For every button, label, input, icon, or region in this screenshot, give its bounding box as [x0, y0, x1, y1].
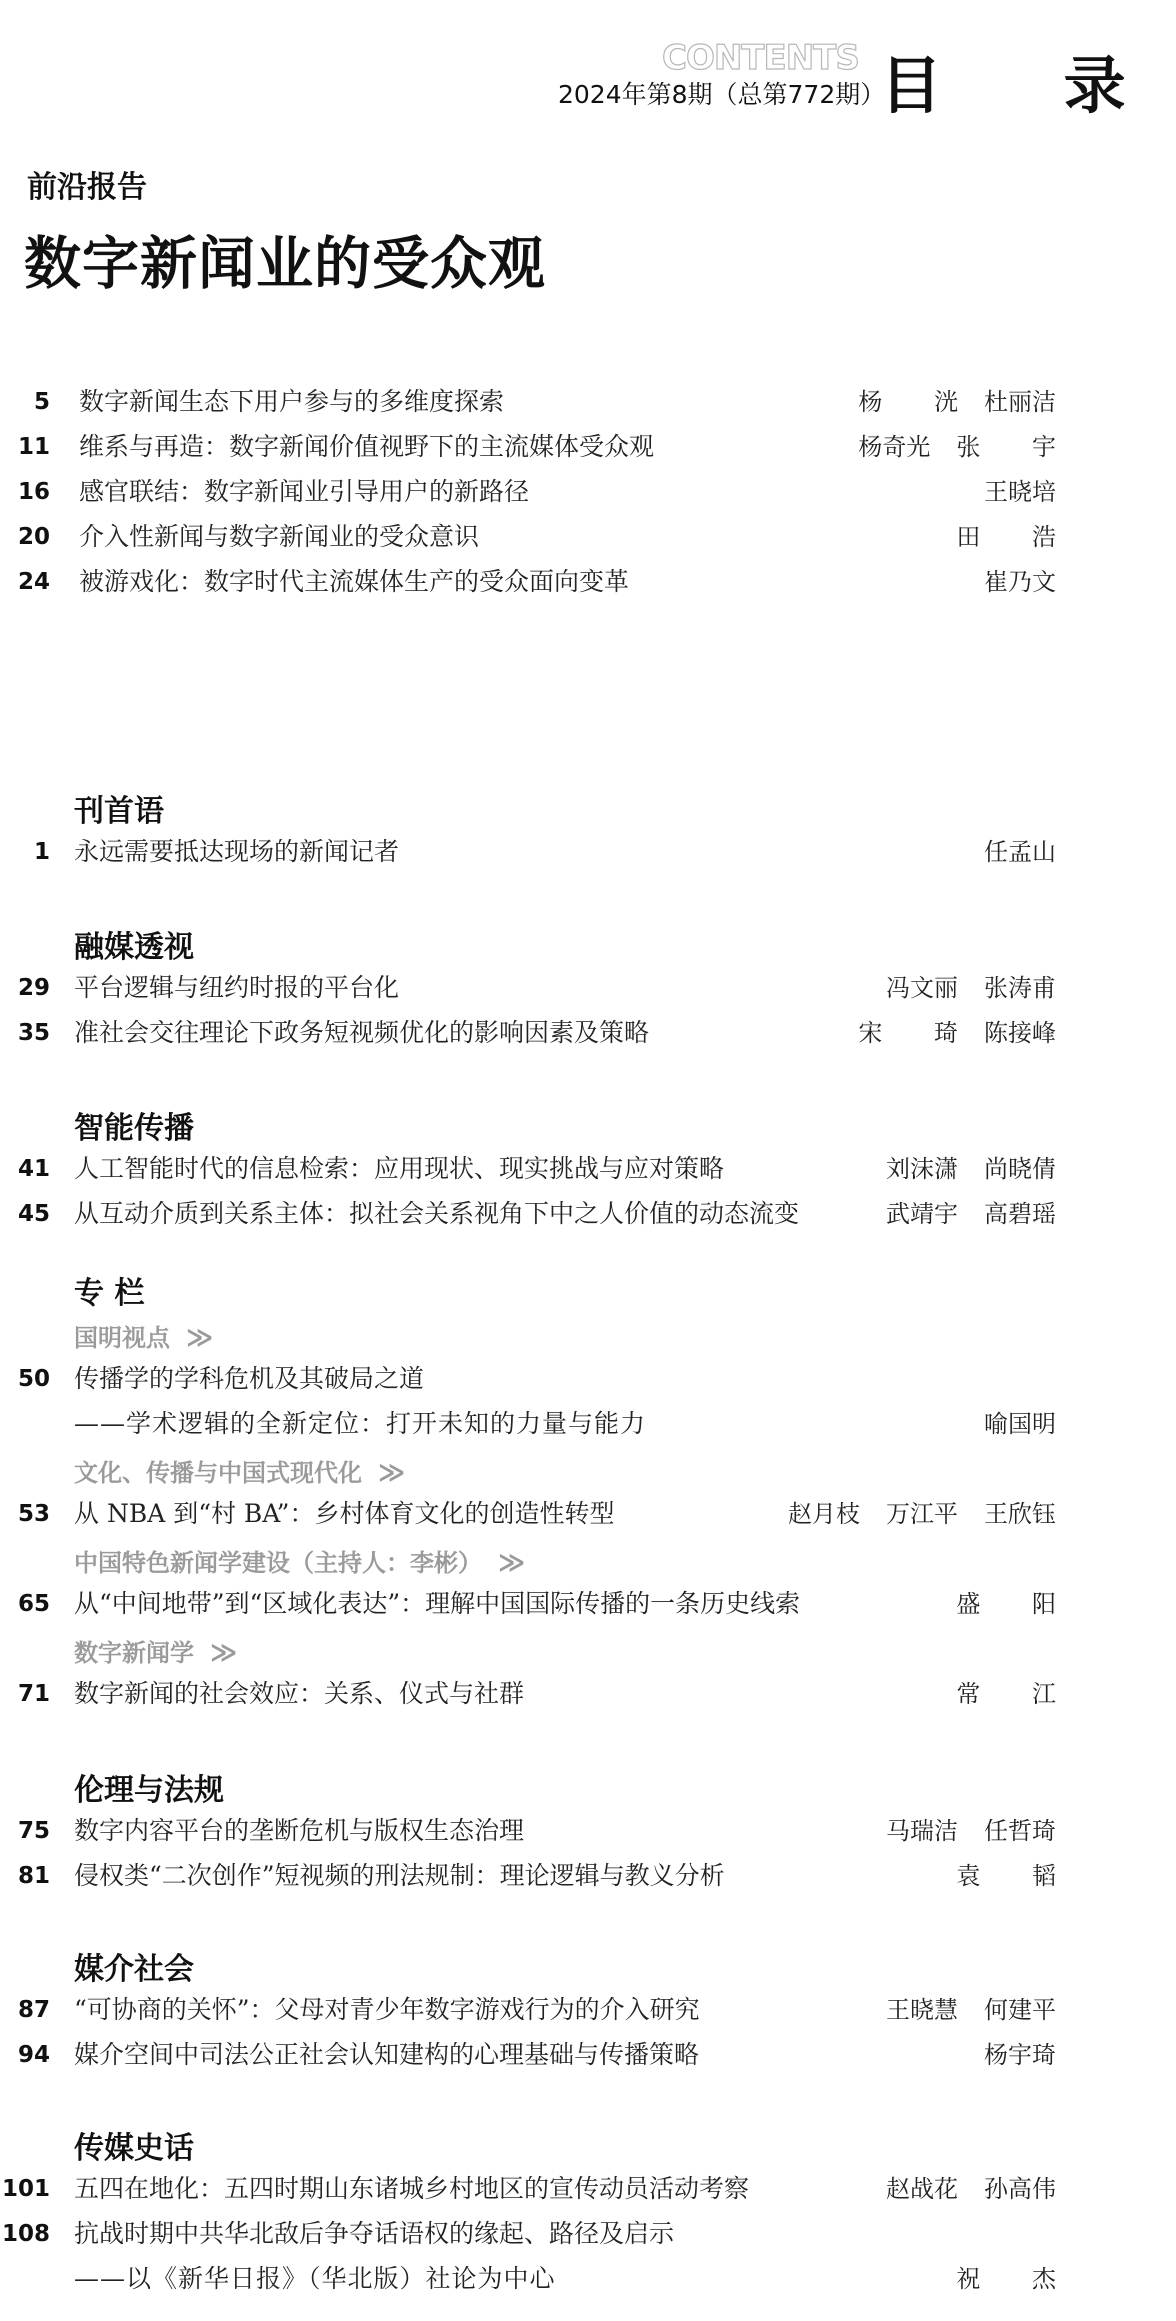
author: 田 浩	[956, 523, 1078, 551]
article-title: 维系与再造：数字新闻价值视野下的主流媒体受众观	[79, 432, 655, 461]
authors	[958, 2035, 1056, 2075]
author: 刘沫潇	[886, 1155, 958, 1183]
page-number: 71	[17, 1681, 50, 1707]
toc-entry[interactable]	[0, 1194, 1080, 1234]
authors	[930, 1584, 1078, 1624]
page-number: 50	[17, 1366, 50, 1392]
page-number: 24	[17, 569, 50, 595]
section-heading: 媒介社会	[74, 1952, 194, 1987]
authors	[832, 382, 1056, 422]
article-title: 数字内容平台的垄断危机与版权生态治理	[74, 1816, 525, 1845]
authors	[860, 1194, 1056, 1234]
authors	[958, 562, 1056, 602]
author: 杨 洸	[858, 388, 980, 416]
section-heading: 传媒史话	[74, 2131, 194, 2166]
author: 张 宇	[956, 433, 1078, 461]
column-label	[74, 1633, 237, 1668]
authors	[930, 2259, 1078, 2299]
article-title: 介入性新闻与数字新闻业的受众意识	[79, 522, 480, 551]
toc-entry[interactable]	[0, 1149, 1080, 1189]
author: 宋 琦	[858, 1019, 980, 1047]
authors	[762, 1494, 1056, 1534]
author: 武靖宇	[886, 1200, 958, 1228]
toc-entry[interactable]	[0, 472, 1080, 512]
toc-entry[interactable]	[0, 2169, 1080, 2209]
page-number: 108	[1, 2221, 50, 2247]
page-number: 53	[17, 1501, 50, 1527]
toc-entry[interactable]	[0, 1674, 1080, 1714]
section-heading: 刊首语	[74, 794, 164, 829]
article-title: 媒介空间中司法公正社会认知建构的心理基础与传播策略	[74, 2040, 700, 2069]
author: 盛 阳	[956, 1590, 1078, 1618]
author: 王晓培	[984, 478, 1056, 506]
toc-entry[interactable]	[0, 1013, 1080, 1053]
article-title: 从互动介质到关系主体：拟社会关系视角下中之人价值的动态流变	[74, 1199, 800, 1228]
section-heading: 融媒透视	[74, 930, 194, 965]
toc-entry[interactable]	[0, 1494, 1080, 1534]
author: 杨宇琦	[984, 2041, 1056, 2069]
authors	[832, 1013, 1056, 1053]
article-title: 传播学的学科危机及其破局之道	[74, 1364, 425, 1393]
column-name: 文化、传播与中国式现代化	[74, 1459, 362, 1487]
author: 万江平	[886, 1500, 958, 1528]
toc-entry[interactable]	[0, 517, 1080, 557]
page-number: 101	[1, 2176, 50, 2202]
article-title: 永远需要抵达现场的新闻记者	[74, 837, 400, 866]
article-title: “可协商的关怀”：父母对青少年数字游戏行为的介入研究	[74, 1995, 700, 2024]
column-name: 国明视点	[74, 1324, 170, 1352]
article-title: 准社会交往理论下政务短视频优化的影响因素及策略	[74, 1018, 650, 1047]
toc-entry[interactable]	[0, 1359, 1080, 1399]
column-label	[74, 1543, 525, 1578]
authors	[958, 1404, 1056, 1444]
toc-entry-subtitle	[0, 2259, 1080, 2299]
toc-entry[interactable]	[0, 1811, 1080, 1851]
chevron-icon: ≫	[210, 1638, 238, 1668]
author: 喻国明	[984, 1410, 1056, 1438]
author: 杨奇光	[858, 433, 931, 461]
article-subtitle: ——以《新华日报》（华北版）社论为中心	[74, 2264, 556, 2293]
author: 孙高伟	[984, 2175, 1056, 2203]
page-number: 41	[17, 1156, 50, 1182]
toc-entry[interactable]	[0, 427, 1080, 467]
author: 王晓慧	[886, 1996, 958, 2024]
authors	[832, 427, 1078, 467]
issue-number: 2024年第8期（总第772期）	[558, 80, 886, 109]
chevron-icon: ≫	[186, 1323, 214, 1353]
author: 杜丽洁	[984, 388, 1056, 416]
section-heading: 伦理与法规	[74, 1773, 224, 1808]
authors	[860, 1149, 1056, 1189]
article-title: 感官联结：数字新闻业引导用户的新路径	[79, 477, 530, 506]
article-title: 人工智能时代的信息检索：应用现状、现实挑战与应对策略	[74, 1154, 725, 1183]
authors	[860, 2169, 1056, 2209]
article-title: 从 NBA 到“村 BA”：乡村体育文化的创造性转型	[74, 1499, 615, 1528]
article-title: 从“中间地带”到“区域化表达”：理解中国国际传播的一条历史线索	[74, 1589, 801, 1618]
authors	[860, 1990, 1056, 2030]
article-subtitle: ——学术逻辑的全新定位：打开未知的力量与能力	[74, 1409, 647, 1438]
section-heading: 智能传播	[74, 1111, 194, 1146]
authors	[860, 968, 1056, 1008]
page-number: 1	[33, 839, 50, 865]
page-number: 87	[17, 1997, 50, 2023]
author: 何建平	[984, 1996, 1056, 2024]
chevron-icon: ≫	[498, 1548, 526, 1578]
author: 赵月枝	[788, 1500, 860, 1528]
toc-entry[interactable]	[0, 832, 1080, 872]
column-label	[74, 1453, 405, 1488]
author: 袁 韬	[956, 1862, 1078, 1890]
toc-entry[interactable]	[0, 1584, 1080, 1624]
toc-entry[interactable]	[0, 2035, 1080, 2075]
toc-entry[interactable]	[0, 562, 1080, 602]
page-number: 29	[17, 975, 50, 1001]
author: 祝 杰	[956, 2265, 1078, 2293]
author: 任哲琦	[984, 1817, 1056, 1845]
article-title: 侵权类“二次创作”短视频的刑法规制：理论逻辑与教义分析	[74, 1861, 725, 1890]
toc-entry[interactable]	[0, 1990, 1080, 2030]
toc-entry[interactable]	[0, 968, 1080, 1008]
article-title: 平台逻辑与纽约时报的平台化	[74, 973, 400, 1002]
authors	[860, 1811, 1056, 1851]
authors	[958, 472, 1056, 512]
page-number: 20	[17, 524, 50, 550]
article-title: 被游戏化：数字时代主流媒体生产的受众面向变革	[79, 567, 630, 596]
page-number: 11	[17, 434, 50, 460]
authors	[930, 1674, 1078, 1714]
chevron-icon: ≫	[378, 1458, 406, 1488]
author: 马瑞洁	[886, 1817, 958, 1845]
author: 高碧瑶	[984, 1200, 1056, 1228]
author: 张涛甫	[984, 974, 1056, 1002]
column-name: 中国特色新闻学建设（主持人：李彬）	[74, 1549, 482, 1577]
author: 赵战花	[886, 2175, 958, 2203]
authors	[930, 517, 1078, 557]
article-title: 数字新闻生态下用户参与的多维度探索	[79, 387, 505, 416]
feature-title: 数字新闻业的受众观	[24, 230, 546, 297]
page-number: 45	[17, 1201, 50, 1227]
column-label	[74, 1318, 213, 1353]
author: 尚晓倩	[984, 1155, 1056, 1183]
article-title: 数字新闻的社会效应：关系、仪式与社群	[74, 1679, 525, 1708]
toc-entry-subtitle	[0, 1404, 1080, 1444]
toc-entry[interactable]	[0, 2214, 1080, 2254]
article-title: 抗战时期中共华北敌后争夺话语权的缘起、路径及启示	[74, 2219, 675, 2248]
mulu-heading: 目 录	[880, 49, 1176, 122]
toc-entry[interactable]	[0, 382, 1080, 422]
page-number: 81	[17, 1863, 50, 1889]
author: 陈接峰	[984, 1019, 1056, 1047]
page-number: 94	[17, 2042, 50, 2068]
author: 任孟山	[984, 838, 1056, 866]
article-title: 五四在地化：五四时期山东诸城乡村地区的宣传动员活动考察	[74, 2174, 750, 2203]
page-number: 16	[17, 479, 50, 505]
author: 王欣钰	[984, 1500, 1056, 1528]
page-number: 75	[17, 1818, 50, 1844]
author: 崔乃文	[984, 568, 1056, 596]
page-number: 35	[17, 1020, 50, 1046]
author: 冯文丽	[886, 974, 958, 1002]
feature-label: 前沿报告	[27, 170, 147, 205]
toc-entry[interactable]	[0, 1856, 1080, 1896]
contents-word: CONTENTS	[662, 38, 859, 78]
authors	[930, 1856, 1078, 1896]
author: 常 江	[956, 1680, 1078, 1708]
page-number: 65	[17, 1591, 50, 1617]
page-number: 5	[33, 389, 50, 415]
column-name: 数字新闻学	[74, 1639, 194, 1667]
authors	[958, 832, 1056, 872]
section-heading: 专 栏	[74, 1276, 145, 1311]
